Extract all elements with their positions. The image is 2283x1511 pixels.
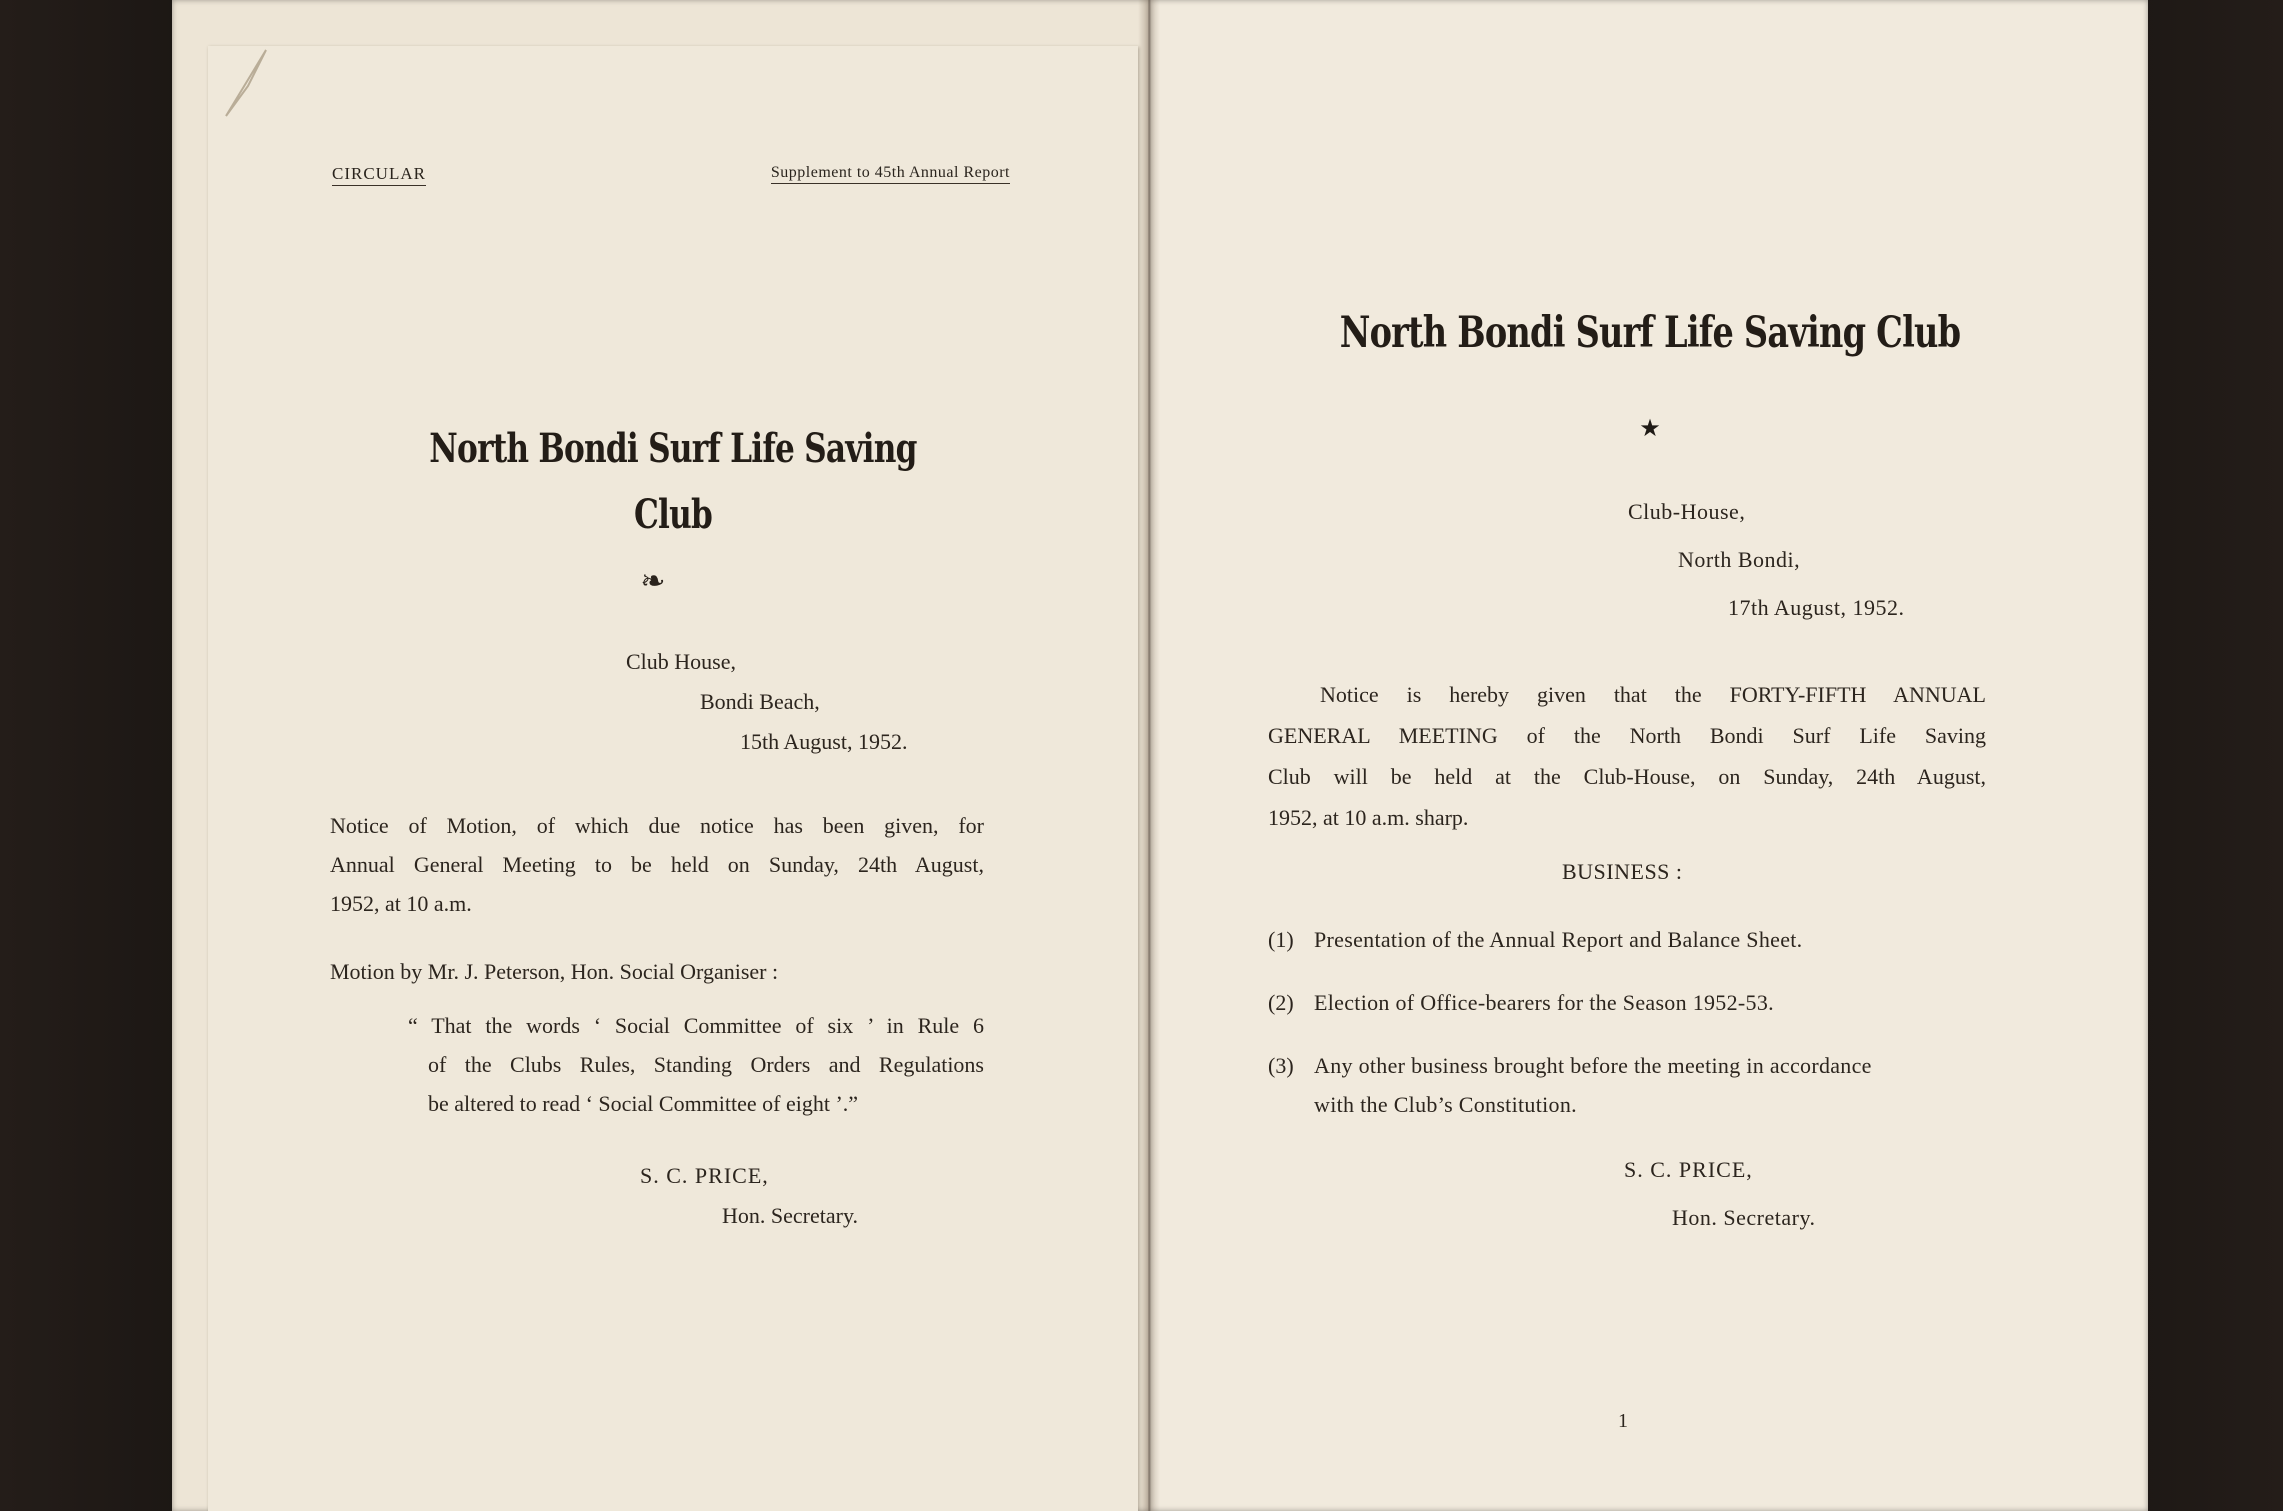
page-number: 1 bbox=[1618, 1410, 1628, 1432]
left-signature-name: S. C. PRICE, bbox=[640, 1163, 769, 1188]
business-item-3-number: (3) bbox=[1268, 1053, 1294, 1078]
left-title-line-2: Club bbox=[633, 491, 713, 538]
right-signature-name: S. C. PRICE, bbox=[1624, 1157, 1753, 1182]
motion-quote-line-2: of the Clubs Rules, Standing Orders and Regulations bbox=[428, 1052, 984, 1077]
right-address-line-1: Club-House, bbox=[1628, 499, 1746, 524]
business-item-3-line-1: Any other business brought before the meeting in accordance bbox=[1314, 1053, 1872, 1078]
business-item-1-text: Presentation of the Annual Report and Balance Sheet. bbox=[1314, 927, 1803, 952]
folded-corner-mark bbox=[218, 46, 278, 126]
right-address-line-3: 17th August, 1952. bbox=[1728, 595, 1905, 620]
book-gutter bbox=[1138, 0, 1160, 1511]
left-address-line-1: Club House, bbox=[626, 649, 736, 674]
business-item-1 bbox=[1268, 920, 1998, 959]
left-signature-title: Hon. Secretary. bbox=[722, 1203, 859, 1228]
left-title-line-1: North Bondi Surf Life Saving bbox=[429, 425, 917, 472]
right-title-block bbox=[1150, 300, 2150, 366]
business-item-3-line-2: with the Club’s Constitution. bbox=[1314, 1092, 1577, 1117]
business-item-1-number: (1) bbox=[1268, 927, 1294, 952]
motion-quote-line-1: “ That the words ‘ Social Committee of six ’ in Rule 6 bbox=[408, 1013, 984, 1038]
right-notice-line-4: 1952, at 10 a.m. sharp. bbox=[1268, 805, 1469, 830]
left-notice-line-1: Notice of Motion, of which due notice has been given, for bbox=[330, 813, 984, 838]
business-heading: BUSINESS : bbox=[1562, 859, 1683, 884]
right-notice-line-1: Notice is hereby given that the FORTY-FIFTH ANNUAL bbox=[1320, 682, 1986, 707]
left-address-line-2: Bondi Beach, bbox=[700, 689, 820, 714]
left-address-line-3: 15th August, 1952. bbox=[740, 729, 908, 754]
right-signature-title: Hon. Secretary. bbox=[1672, 1205, 1816, 1230]
left-notice-line-2: Annual General Meeting to be held on Sunday, 24th August, bbox=[330, 852, 984, 877]
circular-insert bbox=[208, 46, 1138, 1511]
right-address-line-2: North Bondi, bbox=[1678, 547, 1801, 572]
business-item-2-number: (2) bbox=[1268, 990, 1294, 1015]
ornament-icon: ❧ bbox=[640, 565, 666, 598]
right-page-paper bbox=[1150, 0, 2148, 1511]
business-list bbox=[1268, 920, 1998, 1124]
left-notice-paragraph bbox=[330, 806, 984, 923]
header-circular-label: CIRCULAR bbox=[332, 164, 426, 186]
right-notice-paragraph bbox=[1268, 674, 1986, 838]
left-notice-line-3: 1952, at 10 a.m. bbox=[330, 891, 472, 916]
business-item-3 bbox=[1268, 1046, 1998, 1124]
motion-quote bbox=[408, 1006, 984, 1123]
right-notice-line-2: GENERAL MEETING of the North Bondi Surf Life Saving bbox=[1268, 723, 1986, 748]
motion-quote-line-3: be altered to read ‘ Social Committee of eight ’.” bbox=[428, 1091, 859, 1116]
header-supplement-label: Supplement to 45th Annual Report bbox=[771, 164, 1010, 184]
business-item-2-text: Election of Office-bearers for the Season 1952-53. bbox=[1314, 990, 1774, 1015]
right-title: North Bondi Surf Life Saving Club bbox=[1339, 308, 1961, 358]
business-item-2 bbox=[1268, 983, 1998, 1022]
business-item-3-text bbox=[1314, 1046, 1872, 1124]
star-icon: ★ bbox=[1639, 416, 1661, 442]
left-title-block bbox=[208, 416, 1138, 548]
motion-by-line: Motion by Mr. J. Peterson, Hon. Social Organiser : bbox=[330, 959, 779, 984]
right-notice-line-3: Club will be held at the Club-House, on Sunday, 24th August, bbox=[1268, 764, 1986, 789]
